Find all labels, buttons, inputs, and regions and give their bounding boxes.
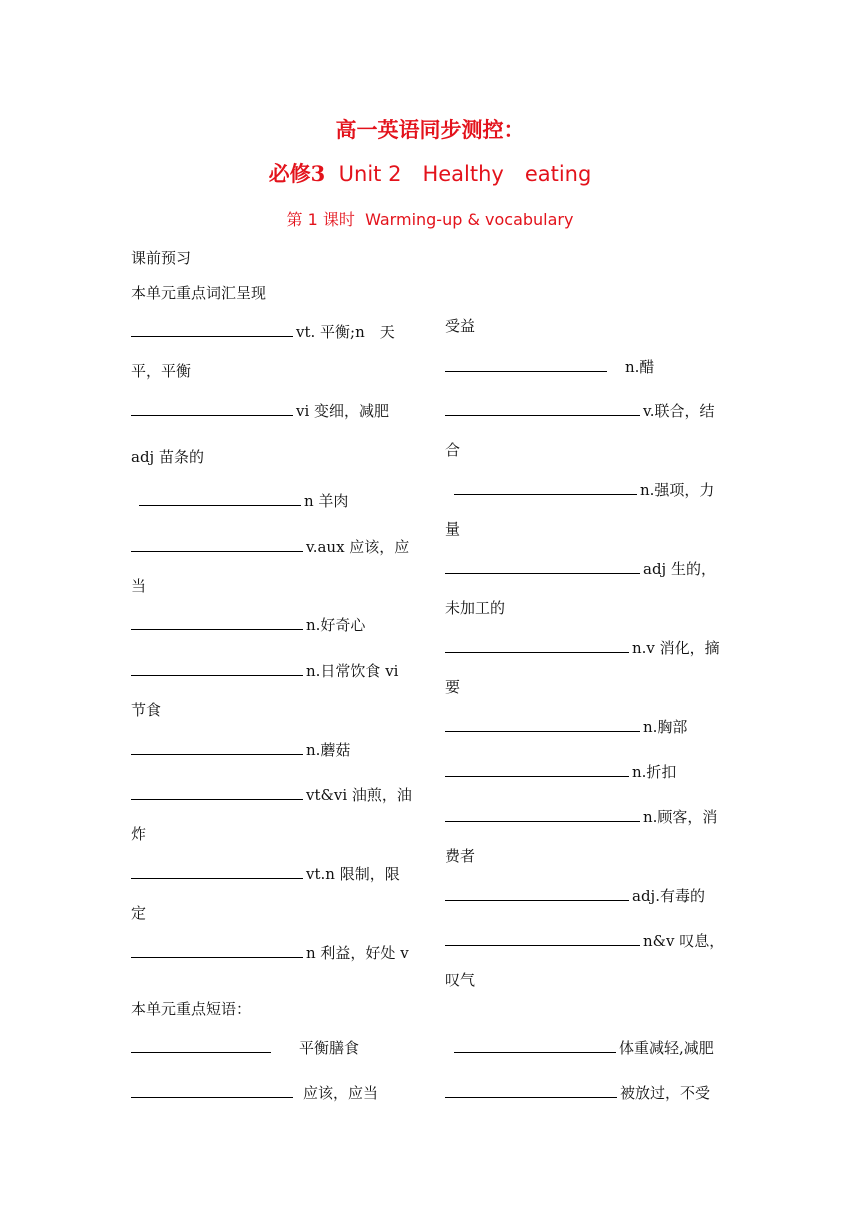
phrase-item: 平衡膳食: [131, 1037, 359, 1058]
vocab-continuation: 当: [131, 577, 147, 595]
phrase-item: 应该，应当: [131, 1082, 378, 1103]
lesson-en: Warming-up & vocabulary: [365, 210, 574, 229]
vocab-item: n 利益，好处 v: [131, 942, 409, 963]
answer-blank[interactable]: [445, 807, 640, 822]
answer-blank[interactable]: [131, 740, 303, 755]
vocab-continuation: 定: [131, 904, 147, 922]
lesson-cn-a: 第: [286, 210, 303, 229]
answer-blank[interactable]: [445, 401, 640, 416]
answer-blank[interactable]: [131, 1038, 271, 1053]
lesson-cn-b: 课时: [322, 210, 355, 229]
vocab-continuation: 合: [445, 441, 461, 459]
vocab-item: n.醋: [445, 356, 654, 377]
vocab-continuation: 节食: [131, 701, 162, 719]
vocab-continuation: 受益: [445, 317, 476, 335]
answer-blank[interactable]: [445, 717, 640, 732]
phrase-item: 体重减轻,减肥: [454, 1037, 714, 1058]
vocab-item: n.蘑菇: [131, 739, 350, 760]
preview-heading: 课前预习: [131, 249, 192, 267]
vocab-item: n.好奇心: [131, 614, 365, 635]
vocab-item: n&v 叹息，: [445, 930, 724, 951]
vocab-item: v.aux 应该，应: [131, 536, 409, 557]
vocab-item: vi 变细，减肥: [131, 400, 389, 421]
lesson-heading: [0, 207, 860, 230]
answer-blank[interactable]: [445, 886, 629, 901]
subtitle-en: Unit 2 Healthy eating: [338, 162, 592, 186]
answer-blank[interactable]: [139, 491, 301, 506]
answer-blank[interactable]: [454, 480, 637, 495]
vocab-item: v.联合，结: [445, 400, 714, 421]
vocab-item: vt.n 限制，限: [131, 863, 400, 884]
answer-blank[interactable]: [131, 401, 293, 416]
vocab-item: n.胸部: [445, 716, 687, 737]
answer-blank[interactable]: [445, 357, 607, 372]
document-subtitle: [0, 158, 860, 188]
phrase-item: 被放过，不受: [445, 1082, 710, 1103]
document-title: 高一英语同步测控：: [335, 117, 525, 142]
vocab-item: n.v 消化，摘: [445, 637, 720, 658]
answer-blank[interactable]: [131, 661, 303, 676]
vocab-item: vt. 平衡;n 天: [131, 321, 395, 342]
answer-blank[interactable]: [445, 931, 640, 946]
vocab-continuation: 炸: [131, 825, 147, 843]
vocab-continuation: 费者: [445, 847, 476, 865]
subtitle-cn: 必修: [268, 161, 311, 186]
vocab-item: vt&vi 油煎，油: [131, 784, 412, 805]
vocab-continuation: 要: [445, 678, 461, 696]
answer-blank[interactable]: [131, 615, 303, 630]
vocab-item: n.折扣: [445, 761, 676, 782]
vocab-item: n.强项，力: [454, 479, 714, 500]
answer-blank[interactable]: [445, 638, 629, 653]
answer-blank[interactable]: [131, 864, 303, 879]
answer-blank[interactable]: [445, 559, 640, 574]
answer-blank[interactable]: [131, 943, 303, 958]
vocab-continuation: 叹气: [445, 971, 476, 989]
vocab-item: n.日常饮食 vi: [131, 660, 398, 681]
answer-blank[interactable]: [454, 1038, 616, 1053]
answer-blank[interactable]: [445, 1083, 617, 1098]
vocab-item: n.顾客，消: [445, 806, 717, 827]
phrases-heading: 本单元重点短语：: [131, 1000, 252, 1018]
vocab-continuation: 平，平衡: [131, 362, 192, 380]
vocab-continuation: 未加工的: [445, 599, 506, 617]
answer-blank[interactable]: [131, 1083, 293, 1098]
vocab-continuation: adj 苗条的: [131, 448, 204, 466]
answer-blank[interactable]: [131, 785, 303, 800]
vocab-item: adj 生的，: [445, 558, 716, 579]
answer-blank[interactable]: [131, 537, 303, 552]
vocab-item: n 羊肉: [139, 490, 348, 511]
subtitle-num: 3: [310, 161, 326, 186]
answer-blank[interactable]: [131, 322, 293, 337]
vocab-item: adj.有毒的: [445, 885, 705, 906]
vocab-continuation: 量: [445, 520, 461, 538]
vocab-heading: 本单元重点词汇呈现: [131, 284, 267, 302]
lesson-num: 1: [307, 210, 318, 229]
answer-blank[interactable]: [445, 762, 629, 777]
